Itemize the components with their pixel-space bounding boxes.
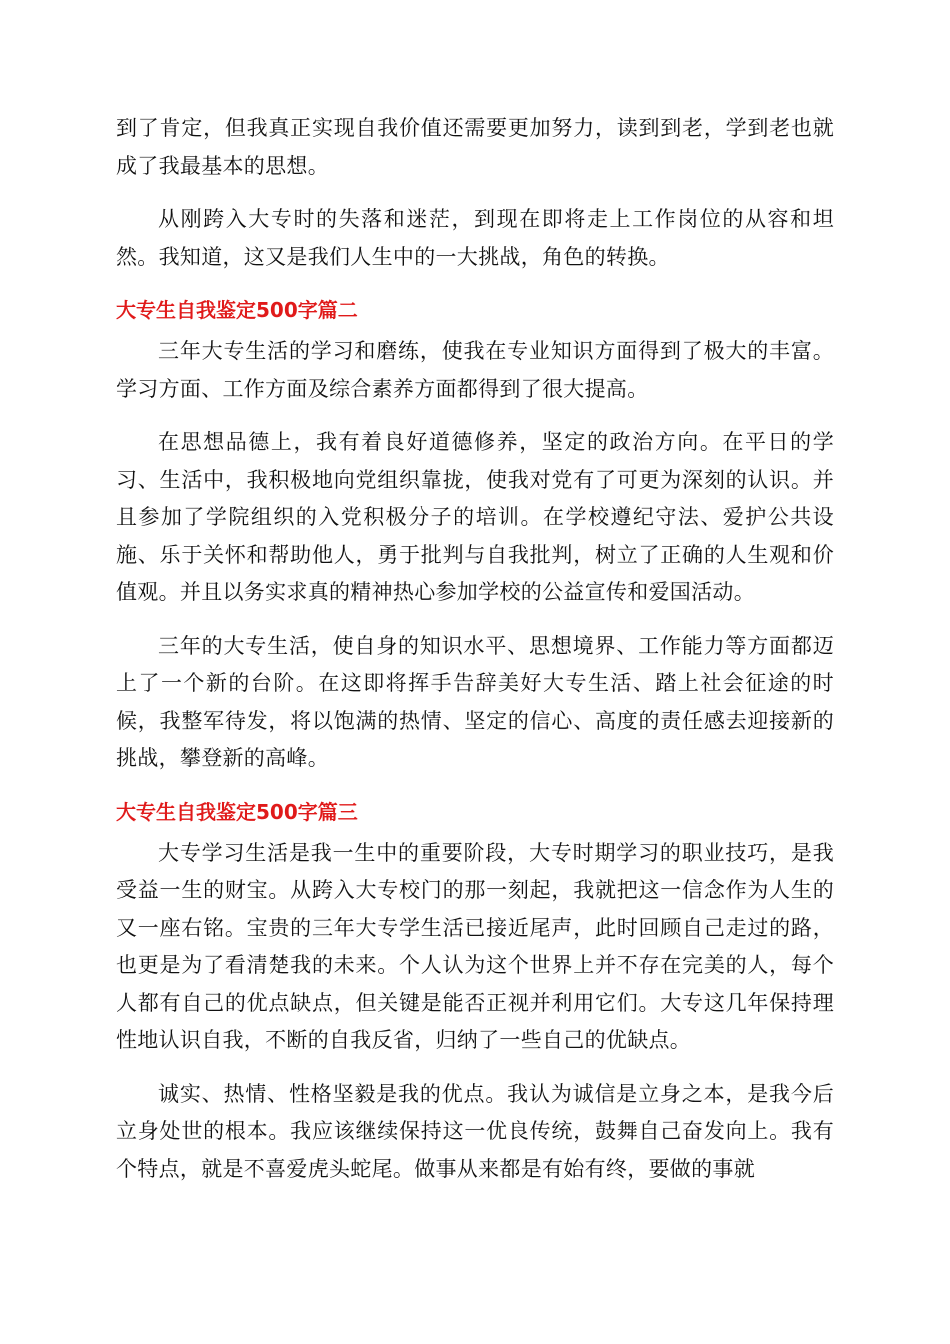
paragraph: 从刚跨入大专时的失落和迷茫，到现在即将走上工作岗位的从容和坦然。我知道，这又是我们人生中的一大挑战，角色的转换。 [116,207,834,269]
paragraph: 大专学习生活是我一生中的重要阶段，大专时期学习的职业技巧，是我受益一生的财宝。从跨入大专校门的那一刻起，我就把这一信念作为人生的又一座右铭。宝贵的三年大专学生活已接近尾声，此时回顾自己走过的路，也更是为了看清楚我的未来。个人认为这个世界上并不存在完美的人，每个人都有自己的优点缺点，但关键是能否正视并利用它们。大专这几年保持理性地认识自我，不断的自我反省，归纳了一些自己的优缺点。 [116,840,834,1052]
paragraph: 在思想品德上，我有着良好道德修养，坚定的政治方向。在平日的学习、生活中，我积极地向党组织靠拢，使我对党有了可更为深刻的认识。并且参加了学院组织的入党积极分子的培训。在学校遵纪守法、爱护公共设施、乐于关怀和帮助他人，勇于批判与自我批判，树立了正确的人生观和价值观。并且以务实求真的精神热心参加学校的公益宣传和爱国活动。 [116,430,834,604]
paragraph: 三年大专生活的学习和磨练，使我在专业知识方面得到了极大的丰富。学习方面、工作方面及综合素养方面都得到了很大提高。 [116,339,834,401]
paragraph: 到了肯定，但我真正实现自我价值还需要更加努力，读到到老，学到老也就成了我最基本的思想。 [116,116,834,178]
paragraph: 三年的大专生活，使自身的知识水平、思想境界、工作能力等方面都迈上了一个新的台阶。在这即将挥手告辞美好大专生活、踏上社会征途的时候，我整军待发，将以饱满的热情、坚定的信心、高度的责任感去迎接新的挑战，攀登新的高峰。 [116,633,834,770]
section-heading: 大专生自我鉴定500字篇二 [116,298,358,322]
section-heading: 大专生自我鉴定500字篇三 [116,799,358,824]
document-body [116,110,834,1204]
paragraph: 诚实、热情、性格坚毅是我的优点。我认为诚信是立身之本，是我今后立身处世的根本。我应该继续保持这一优良传统，鼓舞自己奋发向上。我有个特点，就是不喜爱虎头蛇尾。做事从来都是有始有终，要做的事就 [116,1081,834,1181]
